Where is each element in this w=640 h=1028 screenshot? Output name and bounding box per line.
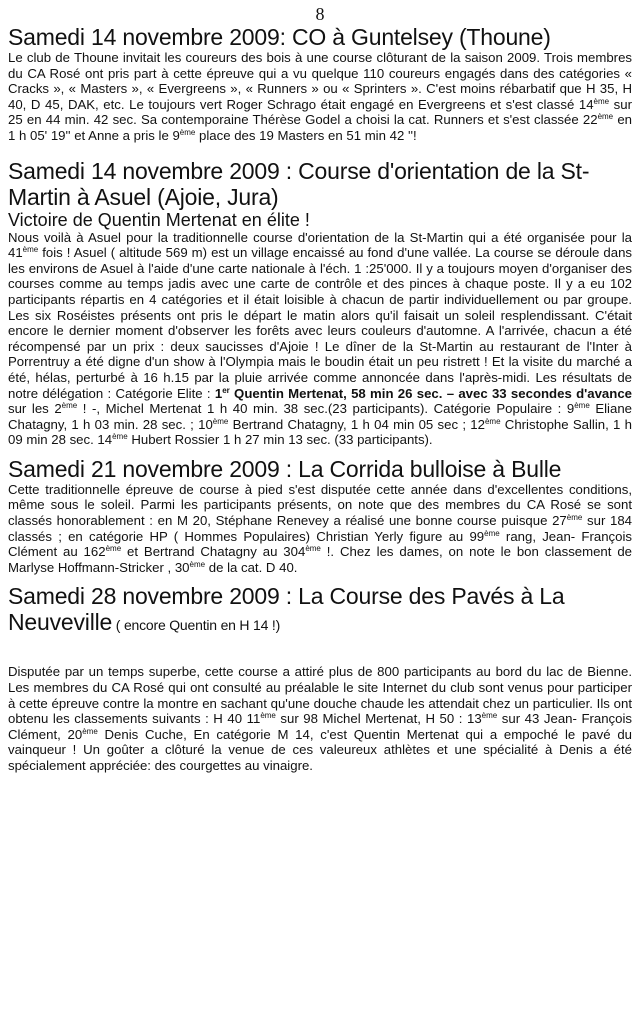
article-title: Samedi 21 novembre 2009 : La Corrida bulloise à Bulle xyxy=(8,455,562,482)
article-title: Samedi 14 novembre 2009: CO à Guntelsey (Thoune) xyxy=(8,24,551,50)
article-body: Cette traditionnelle épreuve de course à pied s'est disputée cette année dans d'excellentes conditions, même sous le soleil. Parmi les participants présents, on note que des membres du CA Rosé se sont classés honorablement : en M 20, Stéphane Renevey a réalisé une bonne course puisque 27ème sur 184 classés ; en catégorie HP ( Hommes Populaires) Christian Yerly figure au 99ème rang, Jean- François Clément au 162ème et Bertrand Chatagny au 304ème !. Chez les dames, on note le bon classement de Marlyse Hoffmann-Stricker , 30ème de la cat. D 40. xyxy=(8,481,633,575)
article-body: Le club de Thoune invitait les coureurs des bois à une course clôturant de la saison 2009. Trois membres du CA Rosé ont pris part à cette épreuve qui a vu quelque 110 coureurs engagés dans des catégories « Cracks », « Masters », « Evergreens », « Runners » ou « Sprinters ». C'est moins rébarbatif que H 35, H 40, D 45, DAK, etc. Le toujours vert Roger Schrago était engagé en Evergreens et s'est classé 14ème sur 25 en 44 min. 42 sec. Sa contemporaine Thérèse Godel a choisi la cat. Runners et s'est classée 22ème en 1 h 05' 19'' et Anne a pris le 9ème place des 19 Masters en 51 min 42 ''! xyxy=(8,50,632,143)
article-title: Samedi 28 novembre 2009 : La Course des Pavés à La Neuveville ( encore Quentin en H 14 !) xyxy=(8,583,565,636)
article-title-note: ( encore Quentin en H 14 !) xyxy=(112,617,281,634)
article-title: Samedi 14 novembre 2009 : Course d'orientation de la St-Martin à Asuel (Ajoie, Jura) xyxy=(8,157,590,210)
article-body: Disputée par un temps superbe, cette course a attiré plus de 800 participants au bord du lac de Bienne. Les membres du CA Rosé qui ont consulté au préalable le site Internet du club sont venus pour participer à cette épreuve contre la montre en sachant qu'une douche chaude les attendait chez un particulier. Ils ont obtenu les classements suivants : H 40 11ème sur 98 Michel Mertenat, H 50 : 13ème sur 43 Jean- François Clément, 20ème Denis Cuche, En catégorie M 14, c'est Quentin Mertenat qui a empoché le pavé du vainqueur ! Un goûter a clôturé la venue de ces valeureux athlètes et une spécialité à Denis a été spécialement appréciée: des courgettes au vinaigre. xyxy=(8,664,633,773)
article-guntelsey xyxy=(8,24,632,144)
page-number: 8 xyxy=(315,4,325,24)
article-course-des-paves xyxy=(8,583,632,773)
article-asuel xyxy=(8,158,632,448)
article-body: Nous voilà à Asuel pour la traditionnelle course d'orientation de la St-Martin qui a été organisée pour la 41ème fois ! Asuel ( altitude 569 m) est un village encaissé au fond d'une vallée. La course se déroule dans les environs de Asuel à l'aide d'une carte nationale à l'éch. 1 :25'000. Il y a toujours moyen d'organiser des courses comme au temps jadis avec une carte de contrôle et des pinces à chaque poste. Il y a eu 102 participants répartis en 4 catégories et il était loisible à chacun de partir individuellement ou par groupe. Les six Roséistes présents ont pris le départ le matin alors qu'il faisait un soleil resplendissant. C'était encore le dernier moment d'observer les forêts avec leurs couleurs d'automne. A l'arrivée, chacun a été récompensé par un prix : deux saucisses d'Ajoie ! Le dîner de la St-Martin au restaurant de l'Inter à Porrentruy a été digne d'un show à l'Olympia mais le boudin était un peu ristrett ! Et la visite du marché a été, hélas, perturbé à 16 h.15 par la pluie arrivée comme annoncée dans l'après-midi. Les résultats de notre délégation : Catégorie Elite : 1er Quentin Mertenat, 58 min 26 sec. – avec 33 secondes d'avance sur les 2ème ! -, Michel Mertenat 1 h 40 min. 38 sec.(23 participants). Catégorie Populaire : 9ème Eliane Chatagny, 1 h 03 min. 28 sec. ; 10ème Bertrand Chatagny, 1 h 04 min 05 sec ; 12ème Christophe Sallin, 1 h 09 min 28 sec. 14ème Hubert Rossier 1 h 27 min 13 sec. (33 participants). xyxy=(8,229,632,448)
article-corrida-bulloise xyxy=(8,456,632,576)
article-subtitle: Victoire de Quentin Mertenat en élite ! xyxy=(8,209,310,230)
